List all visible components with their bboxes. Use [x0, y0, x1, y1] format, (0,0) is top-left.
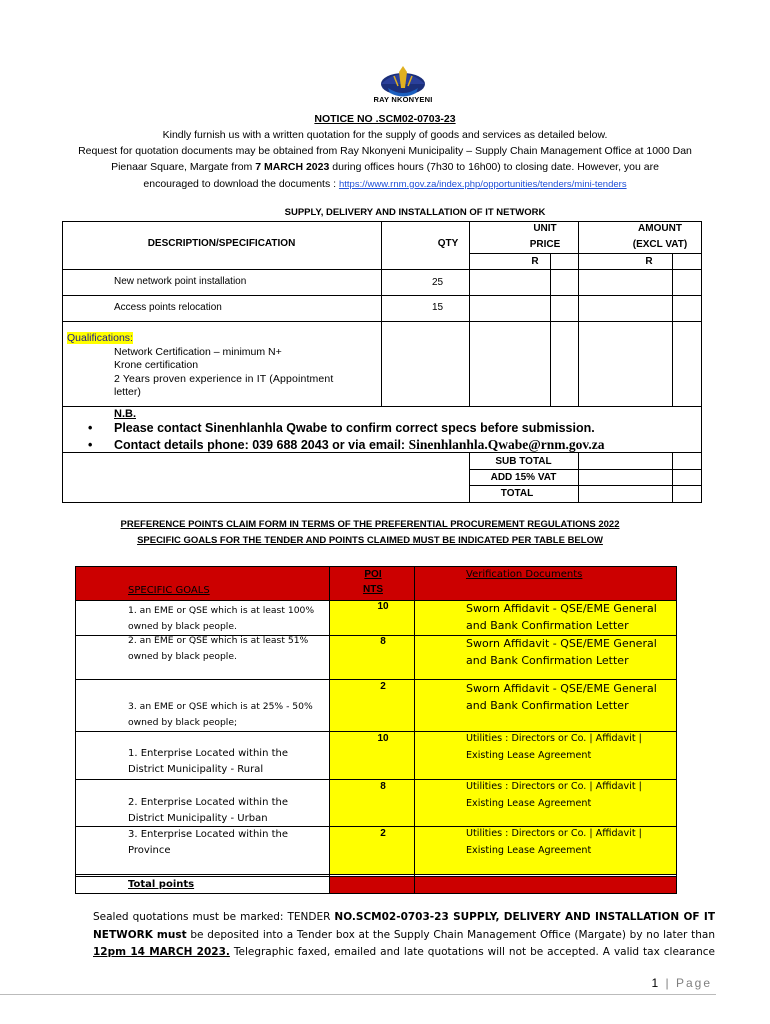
- notice-number: NOTICE NO .SCM02-0703-23: [314, 113, 456, 125]
- doc-text: Existing Lease Agreement: [466, 797, 592, 809]
- col-header-unit: UNIT: [533, 223, 557, 234]
- total-points-label: Total points: [128, 879, 195, 890]
- goal-points: 10: [377, 733, 389, 744]
- row-2-description: Access points relocation: [114, 302, 222, 313]
- goal-row: [128, 603, 314, 634]
- col-header-description: DESCRIPTION/SPECIFICATION: [147, 238, 296, 249]
- tender-download-link[interactable]: https://www.rnm.gov.za/index.php/opportunities/tenders/mini-tenders: [338, 178, 627, 190]
- nb-text: Contact details phone: 039 688 2043 or via email:: [114, 438, 409, 452]
- doc-text: Existing Lease Agreement: [466, 749, 592, 761]
- page-number: [652, 976, 713, 990]
- total-label: TOTAL: [500, 488, 534, 499]
- instructions-text: Telegraphic faxed, emailed and late quotations will not be accepted. A valid tax clearance: [229, 946, 716, 958]
- goal-text: 3. an EME or QSE which is at 25% - 50%: [128, 701, 313, 712]
- qualification-item: letter): [114, 386, 141, 398]
- instructions-line-3: [93, 944, 715, 962]
- nb-label: N.B.: [114, 408, 136, 420]
- instructions-text: Sealed quotations must be marked: TENDER: [93, 911, 335, 923]
- goal-points: 2: [380, 828, 386, 839]
- doc-text: Sworn Affidavit - QSE/EME General: [466, 682, 657, 695]
- doc-text: Utilities : Directors or Co. | Affidavit |: [466, 733, 642, 744]
- goal-points: 8: [380, 636, 386, 647]
- goal-docs: [466, 600, 657, 634]
- intro-line-2: Request for quotation documents may be obtained from Ray Nkonyeni Municipality – Supply Chain Management Office at 1000 Dan: [78, 145, 692, 158]
- goal-row: [128, 795, 320, 827]
- head-points: [358, 567, 388, 597]
- row-2-qty: 15: [432, 302, 444, 313]
- head-points-2: NTS: [363, 584, 383, 595]
- preference-title-2: SPECIFIC GOALS FOR THE TENDER AND POINTS CLAIMED MUST BE INDICATED PER TABLE BELOW: [137, 535, 603, 546]
- goal-text: Province: [128, 845, 171, 856]
- intro-line-3: [20, 159, 750, 175]
- table-title: SUPPLY, DELIVERY AND INSTALLATION OF IT NETWORK: [284, 207, 546, 218]
- qualifications-block: [67, 332, 376, 400]
- doc-text: and Bank Confirmation Letter: [466, 699, 629, 712]
- subtotal-label: SUB TOTAL: [495, 456, 552, 467]
- col-header-amount: AMOUNT: [638, 223, 682, 234]
- qualification-item: Krone certification: [114, 359, 199, 371]
- goal-text: 2. Enterprise Located within the: [128, 797, 288, 808]
- goal-text: owned by black people.: [128, 620, 237, 632]
- intro-paragraph: [20, 127, 750, 193]
- bullet-icon: •: [88, 421, 93, 435]
- goal-text: 1. Enterprise Located within the: [128, 748, 288, 759]
- goal-text: District Municipality - Rural: [128, 764, 264, 775]
- intro-text: encouraged to download the documents :: [143, 177, 339, 190]
- total-points-value: 20: [377, 879, 389, 890]
- doc-text: Sworn Affidavit - QSE/EME General: [466, 602, 657, 615]
- goal-points: 2: [380, 681, 386, 692]
- col-header-excl-vat: (EXCL VAT): [632, 239, 688, 250]
- goal-text: 2. an EME or QSE which is at least 51%: [128, 635, 309, 646]
- page-num: 1: [651, 976, 661, 990]
- doc-text: and Bank Confirmation Letter: [466, 654, 629, 667]
- currency-amount: R: [645, 256, 653, 267]
- intro-text: during offices hours (7h30 to 16h00) to closing date. However, you are: [329, 161, 659, 174]
- instructions-line-1: [93, 909, 715, 927]
- nb-contact-note: [88, 421, 595, 435]
- goal-docs: [466, 779, 642, 812]
- currency-unit: R: [531, 256, 539, 267]
- intro-line-4: [20, 176, 750, 193]
- instructions-bold: NETWORK must: [93, 928, 187, 941]
- goal-docs: [466, 635, 657, 669]
- nb-text: Please contact Sinenhlanhla Qwabe to confirm correct specs before submission.: [114, 421, 595, 435]
- goal-row: [128, 746, 320, 778]
- instructions-bold: NO.SCM02-0703-23 SUPPLY, DELIVERY AND INSTALLATION OF IT: [334, 911, 716, 923]
- goal-text: owned by black people;: [128, 716, 238, 728]
- instructions-line-2: [93, 927, 715, 945]
- qualification-item: 2 Years proven experience in IT (Appointment: [114, 372, 334, 385]
- vat-label: ADD 15% VAT: [490, 472, 557, 483]
- goal-docs: [466, 826, 642, 859]
- head-points-1: POI: [364, 569, 382, 580]
- goal-row: [128, 827, 320, 859]
- row-1-qty: 25: [432, 277, 444, 288]
- instructions-text: be deposited into a Tender box at the Supply Chain Management Office (Margate) by no later than: [186, 928, 715, 941]
- closing-date: 12pm 14 MARCH 2023.: [93, 946, 230, 958]
- nb-contact-details: [88, 437, 605, 453]
- goal-text: 3. Enterprise Located within the: [128, 829, 288, 840]
- goal-row: [128, 699, 313, 730]
- doc-text: and Bank Confirmation Letter: [466, 619, 629, 632]
- goal-text: owned by black people.: [128, 650, 237, 662]
- contact-email: Sinenhlanhla.Qwabe@rnm.gov.za: [408, 437, 605, 452]
- doc-text: Sworn Affidavit - QSE/EME General: [466, 637, 657, 650]
- bullet-icon: •: [88, 438, 93, 452]
- qualifications-label: Qualifications:: [67, 332, 133, 344]
- qualification-item: Network Certification – minimum N+: [114, 345, 282, 358]
- intro-date: 7 MARCH 2023: [255, 161, 330, 174]
- col-header-price: PRICE: [529, 239, 561, 250]
- goal-points: 10: [377, 601, 389, 612]
- goal-docs: [466, 680, 657, 714]
- submission-instructions: [93, 909, 715, 962]
- goal-text: 1. an EME or QSE which is at least 100%: [128, 605, 315, 616]
- preference-title-1: PREFERENCE POINTS CLAIM FORM IN TERMS OF THE PREFERENTIAL PROCUREMENT REGULATIONS 2022: [120, 519, 620, 530]
- page-label: | Page: [660, 976, 712, 990]
- goal-row: [128, 633, 308, 664]
- col-header-qty: QTY: [437, 238, 459, 249]
- logo-name: RAY NKONYENI: [373, 95, 433, 104]
- goal-points: 8: [380, 781, 386, 792]
- intro-text: Pienaar Square, Margate from: [111, 161, 256, 174]
- row-1-description: New network point installation: [114, 276, 247, 287]
- goal-text: District Municipality - Urban: [128, 813, 268, 824]
- head-specific-goals: SPECIFIC GOALS: [128, 585, 210, 596]
- footer-divider: [0, 994, 716, 995]
- doc-text: Utilities : Directors or Co. | Affidavit |: [466, 781, 642, 792]
- goal-docs: [466, 731, 642, 764]
- head-verification-docs: Verification Documents: [466, 569, 583, 580]
- doc-text: Utilities : Directors or Co. | Affidavit |: [466, 828, 642, 839]
- intro-line-1: Kindly furnish us with a written quotation for the supply of goods and services as detailed below.: [162, 129, 608, 141]
- doc-text: Existing Lease Agreement: [466, 844, 592, 856]
